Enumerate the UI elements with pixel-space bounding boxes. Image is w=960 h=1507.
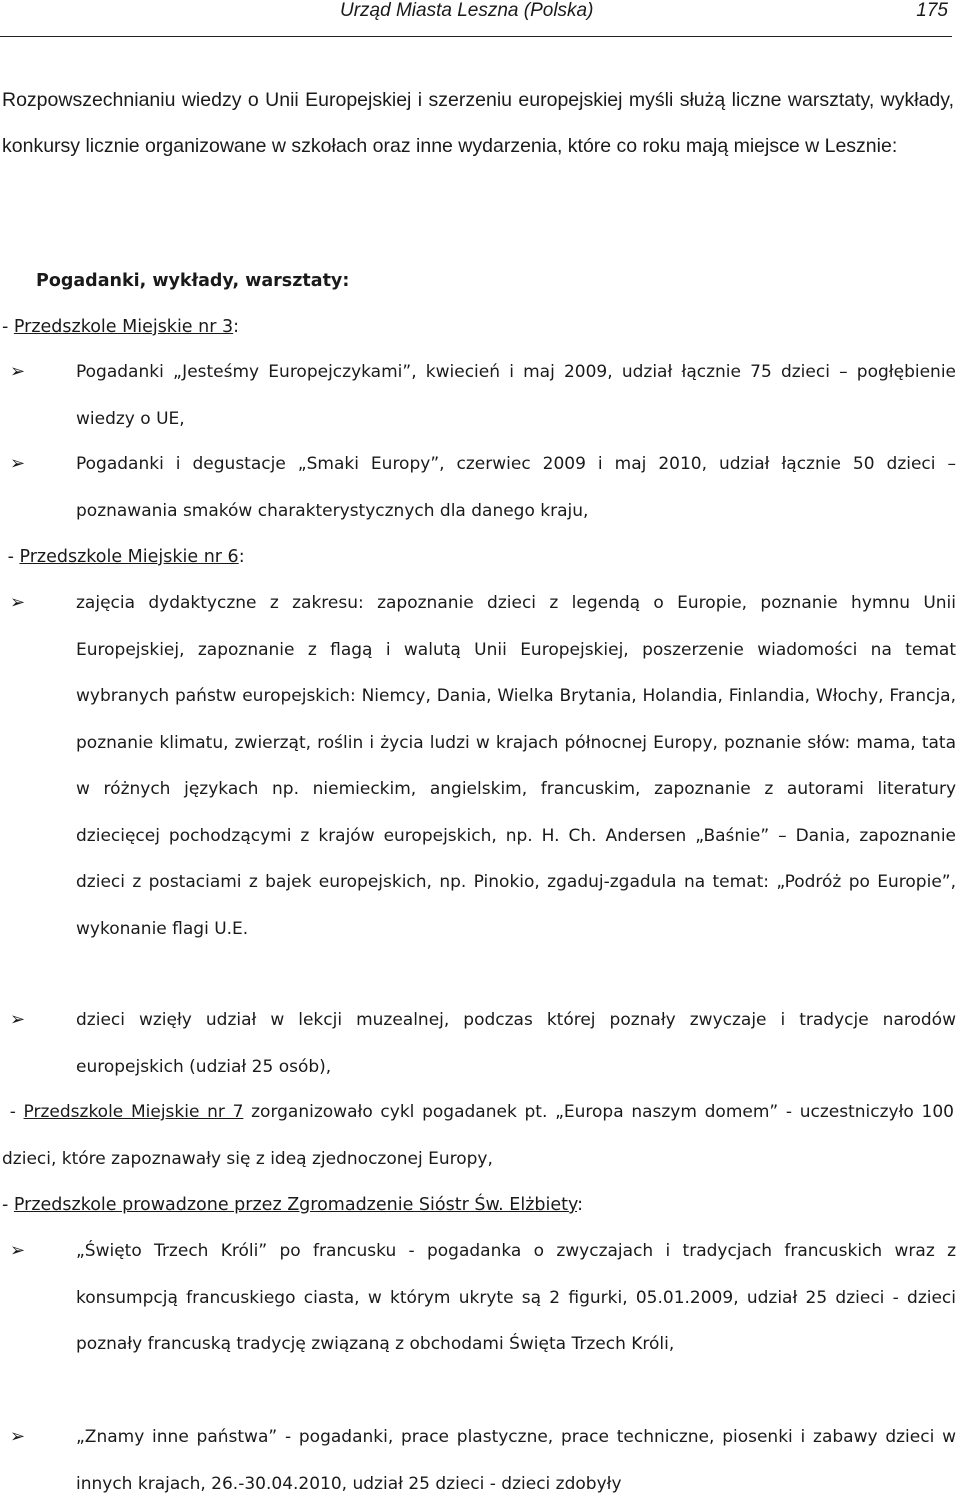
paragraph-p7 xyxy=(2,1089,954,1182)
section-title: Pogadanki, wykłady, warsztaty: xyxy=(36,271,350,291)
arrow-bullet-icon: ➢ xyxy=(10,1240,26,1261)
paragraph-text: zorganizowało cykl pogadanek pt. „Europa naszym domem” - uczestniczyło 100 dzieci, które zapoznawały się z ideą zjednoczonej Europy, xyxy=(2,1102,954,1169)
list-item-text: Pogadanki „Jesteśmy Europejczykami”, kwiecień i maj 2009, udział łącznie 75 dzieci – pogłębienie wiedzy o UE, xyxy=(76,362,956,429)
subheading-label: Przedszkole Miejskie nr 3 xyxy=(13,317,234,337)
subheading-label: Przedszkole prowadzone przez Zgromadzenie Sióstr Św. Elżbiety xyxy=(13,1195,578,1215)
subheading-sisters xyxy=(2,1182,954,1228)
arrow-bullet-icon: ➢ xyxy=(10,361,26,382)
suffix: : xyxy=(577,1195,583,1215)
page-header xyxy=(0,0,960,40)
subheading-label: Przedszkole Miejskie nr 7 xyxy=(23,1102,244,1122)
arrow-bullet-icon: ➢ xyxy=(10,453,26,474)
list-item-text: „Znamy inne państwa” - pogadanki, prace plastyczne, prace techniczne, piosenki i zabawy dzieci w innych krajach, 26.-30.04.2010, udział 25 dzieci - dzieci zdobyły xyxy=(76,1427,956,1494)
prefix: - xyxy=(2,1102,24,1122)
arrow-bullet-icon: ➢ xyxy=(10,1426,26,1447)
intro-paragraph: Rozpowszechnianiu wiedzy o Unii Europejskiej i szerzeniu europejskiej myśli służą liczne warsztaty, wykłady, konkursy licznie organizowane w szkołach oraz inne wydarzenia, które co roku mają miejsce w Lesznie: xyxy=(2,89,954,157)
page-number: 175 xyxy=(916,0,948,21)
suffix: : xyxy=(233,317,240,337)
list-item-text: Pogadanki i degustacje „Smaki Europy”, czerwiec 2009 i maj 2010, udział łącznie 50 dzieci – poznawania smaków charakterystycznych dla danego kraju, xyxy=(76,454,956,521)
prefix: - xyxy=(2,547,20,567)
list-item-text: zajęcia dydaktyczne z zakresu: zapoznanie dzieci z legendą o Europie, poznanie hymnu Unii Europejskiej, zapoznanie z flagą i walutą Unii Europejskiej, poszerzenie wiadomości na temat wybranych państw europejskich: Niemcy, Dania, Wielka Brytania, Holandia, Finlandia, Włochy, Francja, poznanie klimatu, zwierząt, roślin i życia ludzi w krajach północnej Europy, poznanie słów: mama, tata w różnych językach np. niemieckim, angielskim, francuskim, zapoznanie z autorami literatury dziecięcej pochodzącymi z krajów europejskich, np. H. Ch. Andersen „Baśnie” – Dania, zapoznanie dzieci z postaciami z bajek europejskich, np. Pinokio, zgaduj-zgadula na temat: „Podróż po Europie”, wykonanie flagi U.E. xyxy=(76,593,956,939)
list-item-text: dzieci wzięły udział w lekcji muzealnej, podczas której poznały zwyczaje i tradycje narodów europejskich (udział 25 osób), xyxy=(76,1010,956,1077)
prefix: - xyxy=(2,1195,14,1215)
suffix: : xyxy=(238,547,245,567)
arrow-bullet-icon: ➢ xyxy=(10,1009,26,1030)
prefix: - xyxy=(2,317,14,337)
list-item-text: „Święto Trzech Króli” po francusku - pogadanka o zwyczajach i tradycjach francuskich wraz z konsumpcją francuskiego ciasta, w którym ukryte są 2 figurki, 05.01.2009, udział 25 dzieci - dzieci poznały francuską tradycję związaną z obchodami Święta Trzech Króli, xyxy=(76,1241,956,1354)
header-rule xyxy=(0,36,952,37)
header-title: Urząd Miasta Leszna (Polska) xyxy=(340,0,594,21)
subheading-p6 xyxy=(2,534,954,580)
arrow-bullet-icon: ➢ xyxy=(10,592,26,613)
subheading-label: Przedszkole Miejskie nr 6 xyxy=(19,547,239,567)
subheading-p3 xyxy=(2,304,954,350)
